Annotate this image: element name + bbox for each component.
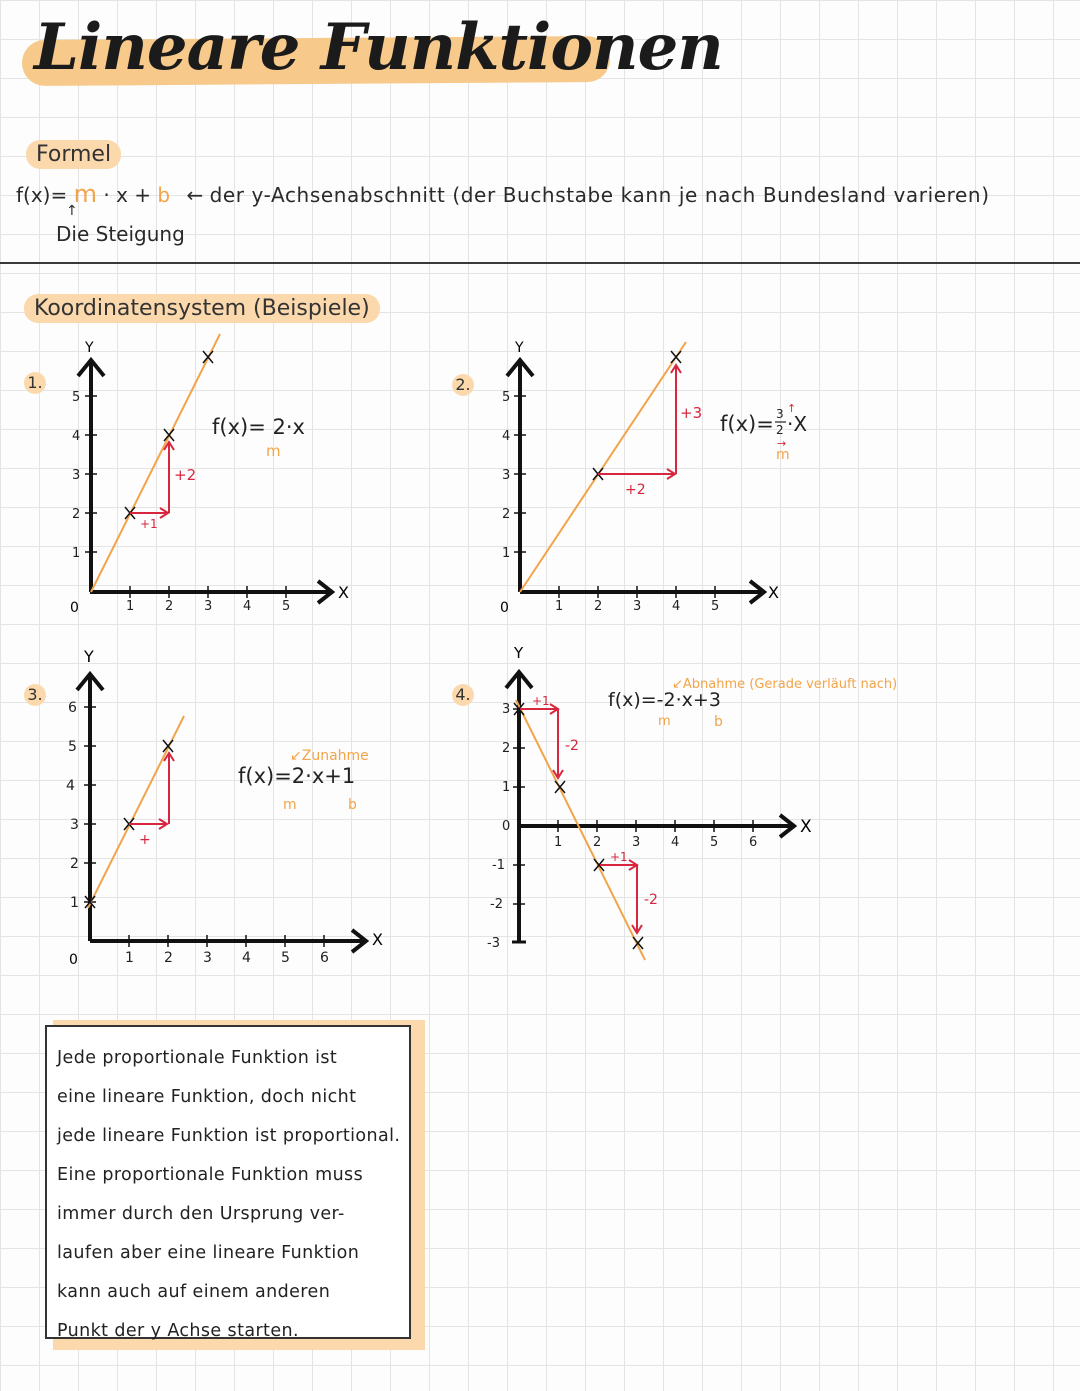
b-label: b [714, 714, 723, 730]
note-line: immer durch den Ursprung ver- [57, 1204, 345, 1224]
function-label: f(x)= 2·x [212, 415, 305, 439]
x-tick: 1 [126, 599, 135, 614]
example-1-number: 1. [24, 372, 46, 394]
x-axis-label: X [768, 583, 779, 602]
graph-3 [0, 640, 450, 980]
function-line [91, 334, 220, 592]
m-label: m [776, 447, 790, 463]
point-marker [203, 351, 213, 363]
zunahme-annotation: ↙Zunahme [290, 748, 369, 764]
formula-prefix: f(x)= [16, 183, 68, 207]
y-tick: -3 [487, 936, 500, 951]
formula-arrow: ← [186, 183, 204, 207]
step-y-label: -2 [565, 738, 579, 754]
y-tick: 3 [502, 702, 511, 717]
formula-b: b [157, 183, 171, 207]
x-tick: 1 [554, 835, 563, 850]
formula-line [16, 180, 990, 208]
x-tick: 3 [633, 599, 642, 614]
m-label: m [658, 714, 671, 729]
y-tick: 2 [70, 856, 79, 872]
x-tick: 4 [243, 599, 252, 614]
note-line: jede lineare Funktion ist proportional. [57, 1126, 401, 1146]
fraction-denominator: 2 [776, 423, 784, 437]
x-tick: 5 [282, 599, 291, 614]
function-line [520, 342, 686, 592]
point-marker [555, 781, 565, 793]
y-tick: 4 [502, 429, 511, 444]
x-tick: 6 [749, 835, 758, 850]
x-tick: 1 [125, 950, 134, 966]
y-tick: 0 [502, 819, 511, 834]
note-line: Eine proportionale Funktion muss [57, 1165, 364, 1185]
example-4-number: 4. [452, 684, 474, 706]
note-line: eine lineare Funktion, doch nicht [57, 1087, 357, 1107]
formula-m: m [73, 180, 97, 208]
function-label: f(x)=2·x+1 [238, 764, 356, 788]
formula-note: der y-Achsenabschnitt (der Buchstabe kann je nach Bundesland varieren) [209, 183, 990, 207]
x-tick: 4 [671, 835, 680, 850]
x-tick: 4 [242, 950, 251, 966]
x-axis-label: X [372, 930, 383, 949]
step-y-label: +2 [174, 466, 197, 484]
y-axis-label: Y [514, 644, 524, 662]
koordinaten-heading: Koordinatensystem (Beispiele) [24, 294, 380, 323]
point-marker [164, 429, 174, 441]
graph-2 [430, 330, 860, 630]
y-tick: 5 [68, 739, 77, 755]
origin-label: 0 [69, 952, 78, 968]
y-tick: 4 [72, 429, 81, 444]
note-line: laufen aber eine lineare Funktion [57, 1243, 360, 1263]
y-tick: 5 [502, 390, 511, 405]
y-tick: 6 [68, 700, 77, 716]
y-tick: 3 [70, 817, 79, 833]
x-axis-label: X [338, 583, 349, 602]
step-y-label: +3 [680, 404, 703, 422]
graph-1 [0, 330, 450, 630]
step-x-label: +1 [140, 517, 158, 531]
steigung-label: Die Steigung [56, 222, 185, 246]
origin-label: 0 [500, 600, 509, 616]
x-tick: 3 [204, 599, 213, 614]
y-tick: 3 [72, 468, 81, 483]
y-tick: 4 [66, 778, 75, 794]
x-axis-label: X [800, 817, 812, 837]
right-mark: → [777, 437, 787, 450]
y-tick: 5 [72, 390, 81, 405]
step-y-label: -2 [644, 892, 658, 908]
step-x-label: +1 [532, 694, 550, 708]
x-tick: 5 [281, 950, 290, 966]
note-line: Punkt der y Achse starten. [57, 1321, 299, 1341]
note-box [45, 1025, 411, 1339]
step-x-label: +1 [610, 850, 628, 864]
b-label: b [348, 797, 357, 813]
y-tick: -1 [492, 858, 505, 873]
step-x-label: +2 [625, 482, 646, 498]
function-label: f(x)= [720, 412, 774, 436]
step-x-label: + [139, 832, 151, 848]
y-tick: 2 [502, 741, 511, 756]
example-3-number: 3. [24, 684, 46, 706]
section-divider [0, 262, 1080, 264]
up-mark: ↑ [787, 402, 797, 415]
function-line [516, 700, 645, 960]
x-tick: 3 [632, 835, 641, 850]
m-label: m [283, 797, 297, 813]
y-tick: 2 [502, 507, 511, 522]
y-tick: 1 [502, 546, 511, 561]
y-tick: 1 [70, 895, 79, 911]
x-tick: 2 [594, 599, 603, 614]
page-title: Lineare Funktionen [34, 10, 723, 85]
y-axis-label: Y [85, 340, 94, 356]
up-arrow: ↑ [66, 203, 78, 219]
y-tick: 1 [72, 546, 81, 561]
x-tick: 5 [711, 599, 720, 614]
y-tick: 2 [72, 507, 81, 522]
note-line: kann auch auf einem anderen [57, 1282, 331, 1302]
function-label: f(x)=-2·x+3 [608, 689, 721, 711]
x-tick: 2 [165, 599, 174, 614]
fraction-numerator: 3 [776, 407, 784, 421]
formula-mid: · x + [103, 183, 152, 207]
x-tick: 5 [710, 835, 719, 850]
point-marker [671, 351, 681, 363]
abnahme-annotation: ↙Abnahme (Gerade verläuft nach) [672, 677, 898, 692]
y-tick: 3 [502, 468, 511, 483]
x-tick: 4 [672, 599, 681, 614]
y-tick: -2 [490, 897, 503, 912]
m-label: m [266, 442, 281, 460]
x-tick: 3 [203, 950, 212, 966]
origin-label: 0 [70, 600, 79, 616]
example-2-number: 2. [452, 374, 474, 396]
y-tick: 1 [502, 780, 511, 795]
formel-heading: Formel [26, 140, 121, 169]
y-axis-label: Y [84, 647, 94, 666]
x-tick: 1 [555, 599, 564, 614]
x-variable: ·X [787, 412, 808, 436]
y-axis-label: Y [515, 340, 524, 356]
note-line: Jede proportionale Funktion ist [57, 1048, 338, 1068]
x-tick: 2 [593, 835, 602, 850]
graph-4 [470, 640, 1030, 970]
x-tick: 6 [320, 950, 329, 966]
x-tick: 2 [164, 950, 173, 966]
